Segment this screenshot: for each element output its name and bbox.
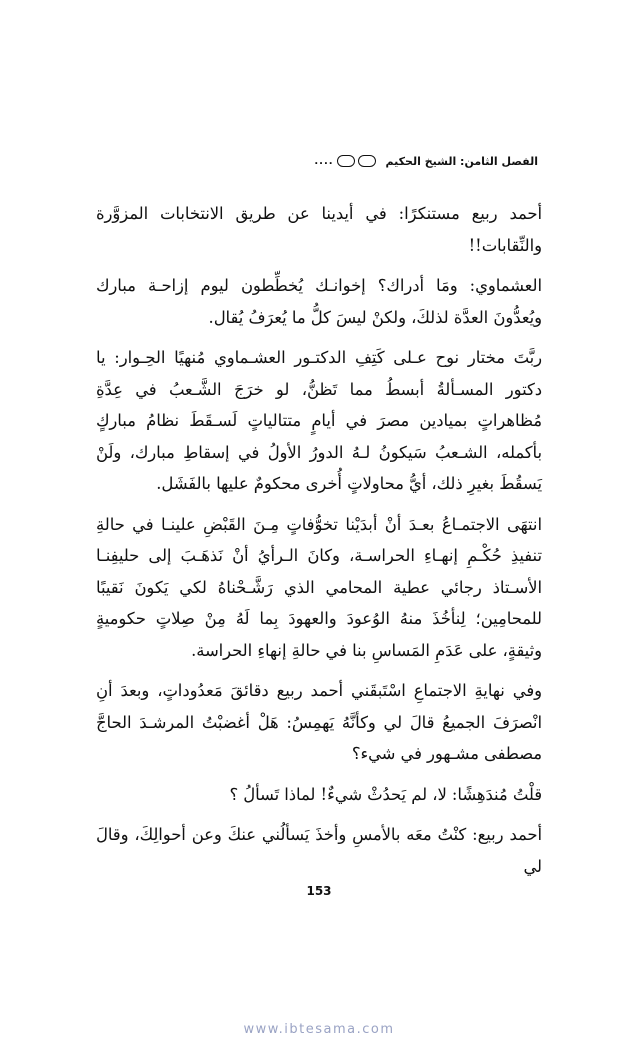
header-ornament-icon bbox=[314, 155, 375, 167]
paragraph: العشماوي: ومَا أدراك؟ إخوانـك يُخطِّطون ليوم إزاحـة مبارك ويُعدُّونَ العدَّة لذلكَ، ولكنْ ليسَ كلُّ ما يُعرَفُ يُقال. bbox=[96, 276, 542, 327]
body-text bbox=[96, 198, 542, 891]
paragraph: أحمد ربيع مستنكرًا: في أيدينا عن طريق الانتخابات المزوَّرة والنِّقابات!! bbox=[96, 204, 542, 255]
paragraph: وفي نهايةِ الاجتماعِ اسْتَبقَني أحمد ربيع دقائقَ مَعدُوداتٍ، وبعدَ أنِ انْصرَفَ الجميعُ قالَ لي وكأنَّهُ يَهمِسُ: هَلْ أغضبْتُ المرشـدَ الحاجَّ مصطفى مشـهور في شيء؟ bbox=[96, 681, 542, 763]
paragraph: ربَّتَ مختار نوح عـلى كَتِفِ الدكتـور العشـماوي مُنهيًا الحِـوار: يا دكتور المسـألةُ أبسطُ مما تَظنُّ، لو خرَجَ الشَّـعبُ في عِدَّةِ مُظاهراتٍ بميادين مصرَ في أيامٍ متتالياتٍ لَسـقَطَ نظامُ مباركٍ بأكمله، الشـعبُ سَيكونُ لـهُ الدورُ الأولُ في إسقاطِ مبارك، ولَنْ يَسقُطَ بغيرِ ذلك، أيُّ محاولاتٍ أُخرى محكومٌ عليها بالفَشَل. bbox=[96, 348, 542, 493]
paragraph: أحمد ربيع: كنْتُ معَه بالأمسِ وأخذَ يَسألُني عنكَ وعن أحوالِكَ، وقالَ لي bbox=[96, 825, 542, 876]
ornament-pill-icon bbox=[337, 155, 355, 167]
paragraph: قلْتُ مُندَهِشًا: لا، لم يَحدُثْ شيءٌ! لماذا تَسألُ ؟ bbox=[229, 784, 542, 804]
page-number: 153 bbox=[306, 884, 332, 898]
ornament-pill-icon bbox=[358, 155, 376, 167]
ornament-dots-icon: .... bbox=[314, 155, 334, 167]
running-header bbox=[100, 150, 538, 172]
paragraph: انتهَى الاجتمـاعُ بعـدَ أنْ أبدَيْنا تخوُّفاتٍ مِـنَ القَبْضِ علينـا في حالةِ تنفيذِ حُكْـمِ إنهـاءِ الحراسـة، وكانَ الـرأيُ أنْ نَذهَـبَ إلى حليفِنـا الأسـتاذ رجائي عطية المحامي الذي رَشَّـحْناهُ لكي يَكونَ نَقيبًا للمحامِين؛ لِنأخُذَ منهُ الوُعودَ والعهودَ بِما لَهُ مِنْ صِلاتٍ حكوميةٍ وثيقةٍ، على عَدَمِ المَساسِ بنا في حالةِ إنهاءِ الحراسة. bbox=[96, 514, 542, 660]
chapter-title: الفصل الثامن: الشيخ الحكيم bbox=[385, 154, 538, 168]
watermark: www.ibtesama.com bbox=[243, 1022, 395, 1037]
